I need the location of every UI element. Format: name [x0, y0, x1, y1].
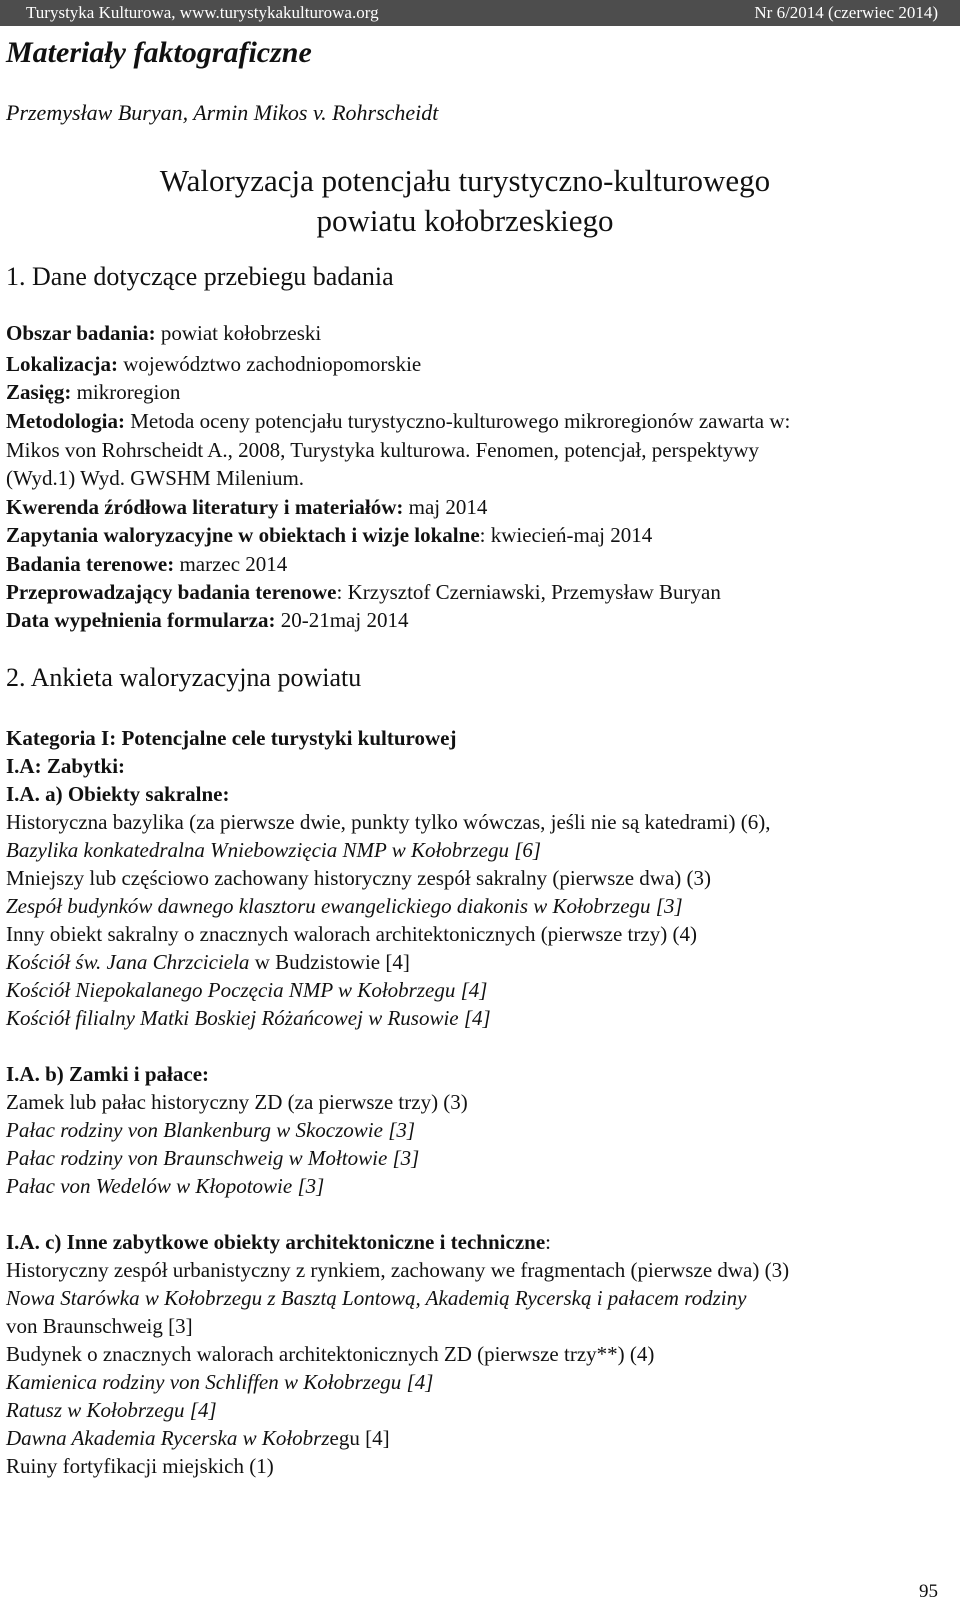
issue-number: Nr 6/2014 (czerwiec 2014): [754, 3, 938, 22]
monuments-heading: I.A: Zabytki:: [6, 754, 126, 778]
list-item: Historyczny zespół urbanistyczny z rynkiem, zachowany we fragmentach (pierwsze dwa) (3): [6, 1258, 790, 1282]
list-item: Mniejszy lub częściowo zachowany historyczny zespół sakralny (pierwsze dwa) (3): [6, 866, 711, 890]
researchers-row: [6, 580, 721, 605]
list-item-italic: Kościół św. Jana Chrzciciela: [6, 950, 250, 974]
inquiry-row: [6, 523, 652, 548]
list-item: Inny obiekt sakralny o znacznych walorach architektonicznych (pierwsze trzy) (4): [6, 922, 697, 946]
researchers-label: Przeprowadzający badania terenowe: [6, 580, 337, 604]
inquiry-value: : kwiecień-maj 2014: [479, 523, 653, 547]
list-item: Kościół Niepokalanego Poczęcia NMP w Kołobrzegu [4]: [6, 978, 488, 1002]
list-item: Zespół budynków dawnego klasztoru ewangelickiego diakonis w Kołobrzegu [3]: [6, 894, 683, 918]
list-item: von Braunschweig [3]: [6, 1314, 193, 1338]
location-value: województwo zachodniopomorskie: [117, 352, 422, 376]
section-label: Materiały faktograficzne: [6, 36, 312, 69]
list-item: Pałac von Wedelów w Kłopotowie [3]: [6, 1174, 325, 1198]
list-item: [6, 1426, 390, 1451]
authors: Przemysław Buryan, Armin Mikos v. Rohrscheidt: [6, 100, 439, 125]
range-label: Zasięg:: [6, 380, 72, 404]
query-row: [6, 495, 487, 520]
article-title-line2: powiatu kołobrzeskiego: [316, 203, 614, 238]
sacral-heading: [6, 782, 229, 807]
list-item: [6, 950, 410, 975]
method-label: Metodologia:: [6, 409, 125, 433]
method-line2: Mikos von Rohrscheidt A., 2008, Turystyka kulturowa. Fenomen, potencjał, perspektywy: [6, 438, 760, 462]
part1-heading: 1. Dane dotyczące przebiegu badania: [6, 262, 394, 291]
other-heading: [6, 1230, 551, 1255]
list-item: Nowa Starówka w Kołobrzegu z Basztą Lontową, Akademią Rycerską i pałacem rodziny: [6, 1286, 747, 1310]
method-value: Metoda oceny potencjału turystyczno-kulturowego mikroregionów zawarta w:: [124, 409, 791, 433]
field-label: Badania terenowe:: [6, 552, 175, 576]
part2-heading: 2. Ankieta waloryzacyjna powiatu: [6, 663, 362, 692]
range-value: mikroregion: [71, 380, 181, 404]
list-item: Kamienica rodziny von Schliffen w Kołobrzegu [4]: [6, 1370, 434, 1394]
researchers-value: : Krzysztof Czerniawski, Przemysław Buryan: [336, 580, 721, 604]
sacral-prefix: I.A. a): [6, 782, 68, 806]
query-label: Kwerenda źródłowa literatury i materiałów:: [6, 495, 404, 519]
list-item: Historyczna bazylika (za pierwsze dwie, punkty tylko wówczas, jeśli nie są katedrami) (6),: [6, 810, 771, 834]
location-row: [6, 352, 421, 377]
area-value: powiat kołobrzeski: [155, 321, 322, 345]
journal-name: Turystyka Kulturowa, www.turystykakulturowa.org: [26, 3, 379, 22]
field-row: [6, 552, 287, 577]
method-line3: (Wyd.1) Wyd. GWSHM Milenium.: [6, 466, 305, 490]
list-item-rest: egu [4]: [329, 1426, 390, 1450]
range-row: [6, 380, 180, 405]
list-item-rest: w Budzistowie [4]: [249, 950, 410, 974]
list-item: Pałac rodziny von Braunschweig w Mołtowie [3]: [6, 1146, 420, 1170]
list-item-italic: Dawna Akademia Rycerska w Kołobrz: [6, 1426, 330, 1450]
list-item: Budynek o znacznych walorach architektonicznych ZD (pierwsze trzy**) (4): [6, 1342, 655, 1366]
category-heading: Kategoria I: Potencjalne cele turystyki kulturowej: [6, 726, 457, 750]
page-number: 95: [919, 1581, 938, 1602]
list-item: Kościół filialny Matki Boskiej Różańcowej w Rusowie [4]: [6, 1006, 491, 1030]
date-value: 20-21maj 2014: [275, 608, 409, 632]
location-label: Lokalizacja:: [6, 352, 118, 376]
list-item: Zamek lub pałac historyczny ZD (za pierwsze trzy) (3): [6, 1090, 468, 1114]
article-title-line1: Waloryzacja potencjału turystyczno-kulturowego: [159, 163, 771, 198]
query-value: maj 2014: [403, 495, 488, 519]
sacral-label: Obiekty sakralne:: [67, 782, 230, 806]
area-label: Obszar badania:: [6, 321, 156, 345]
area-row: [6, 321, 321, 346]
running-header: [0, 0, 960, 26]
list-item: Bazylika konkatedralna Wniebowzięcia NMP w Kołobrzegu [6]: [6, 838, 542, 862]
date-label: Data wypełnienia formularza:: [6, 608, 276, 632]
other-prefix: I.A. c): [6, 1230, 67, 1254]
list-item: Ratusz w Kołobrzegu [4]: [6, 1398, 217, 1422]
list-item: Pałac rodziny von Blankenburg w Skoczowie [3]: [6, 1118, 416, 1142]
castles-heading: I.A. b) Zamki i pałace:: [6, 1062, 210, 1086]
date-row: [6, 608, 408, 633]
other-label: Inne zabytkowe obiekty architektoniczne i techniczne: [66, 1230, 546, 1254]
other-colon: :: [545, 1230, 551, 1254]
inquiry-label: Zapytania waloryzacyjne w obiektach i wizje lokalne: [6, 523, 480, 547]
method-row: [6, 409, 790, 434]
list-item: Ruiny fortyfikacji miejskich (1): [6, 1454, 274, 1478]
field-value: marzec 2014: [174, 552, 288, 576]
